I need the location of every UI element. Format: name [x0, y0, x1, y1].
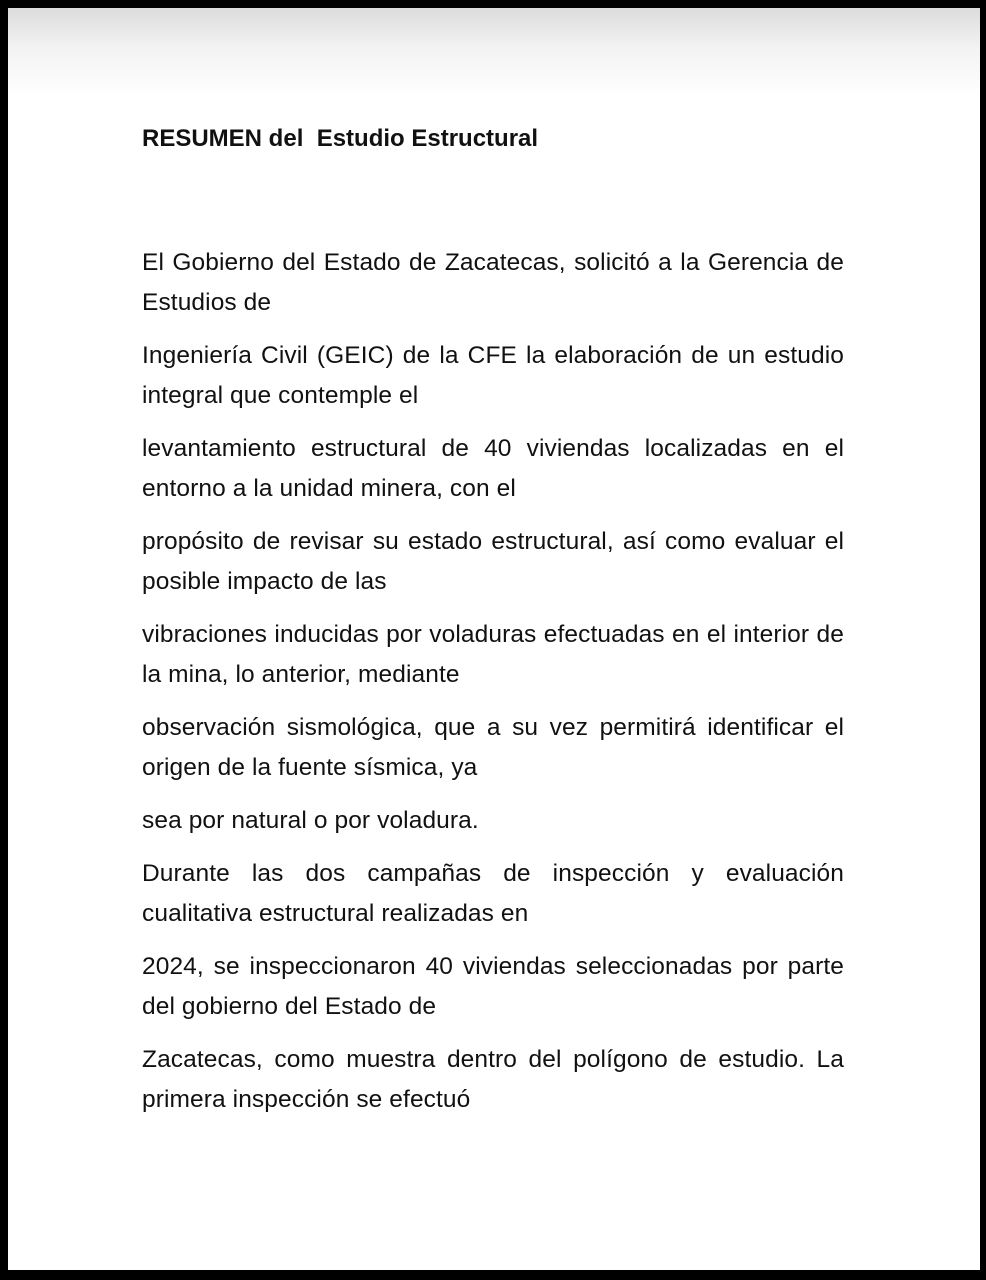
- document-content: [142, 124, 844, 1133]
- paragraph-8: Durante las dos campañas de inspección y evaluación cualitativa estructural realizadas en: [142, 860, 844, 927]
- paragraph-2: Ingeniería Civil (GEIC) de la CFE la elaboración de un estudio integral que contemple el: [142, 342, 844, 409]
- paragraph-10: Zacatecas, como muestra dentro del polígono de estudio. La primera inspección se efectuó: [142, 1046, 844, 1113]
- paragraph-3: levantamiento estructural de 40 viviendas localizadas en el entorno a la unidad minera, con el: [142, 435, 844, 502]
- paragraph-5: vibraciones inducidas por voladuras efectuadas en el interior de la mina, lo anterior, mediante: [142, 621, 844, 688]
- paragraph-9: 2024, se inspeccionaron 40 viviendas seleccionadas por parte del gobierno del Estado de: [142, 953, 844, 1020]
- paragraph-7: sea por natural o por voladura.: [142, 807, 479, 834]
- paragraph-4: propósito de revisar su estado estructural, así como evaluar el posible impacto de las: [142, 528, 844, 595]
- paragraph-6: observación sismológica, que a su vez permitirá identificar el origen de la fuente sísmica, ya: [142, 714, 844, 781]
- document-page: [8, 8, 980, 1270]
- paragraph-1: El Gobierno del Estado de Zacatecas, solicitó a la Gerencia de Estudios de: [142, 249, 844, 316]
- document-body: [142, 243, 844, 1120]
- document-title: RESUMEN del Estudio Estructural: [142, 125, 539, 152]
